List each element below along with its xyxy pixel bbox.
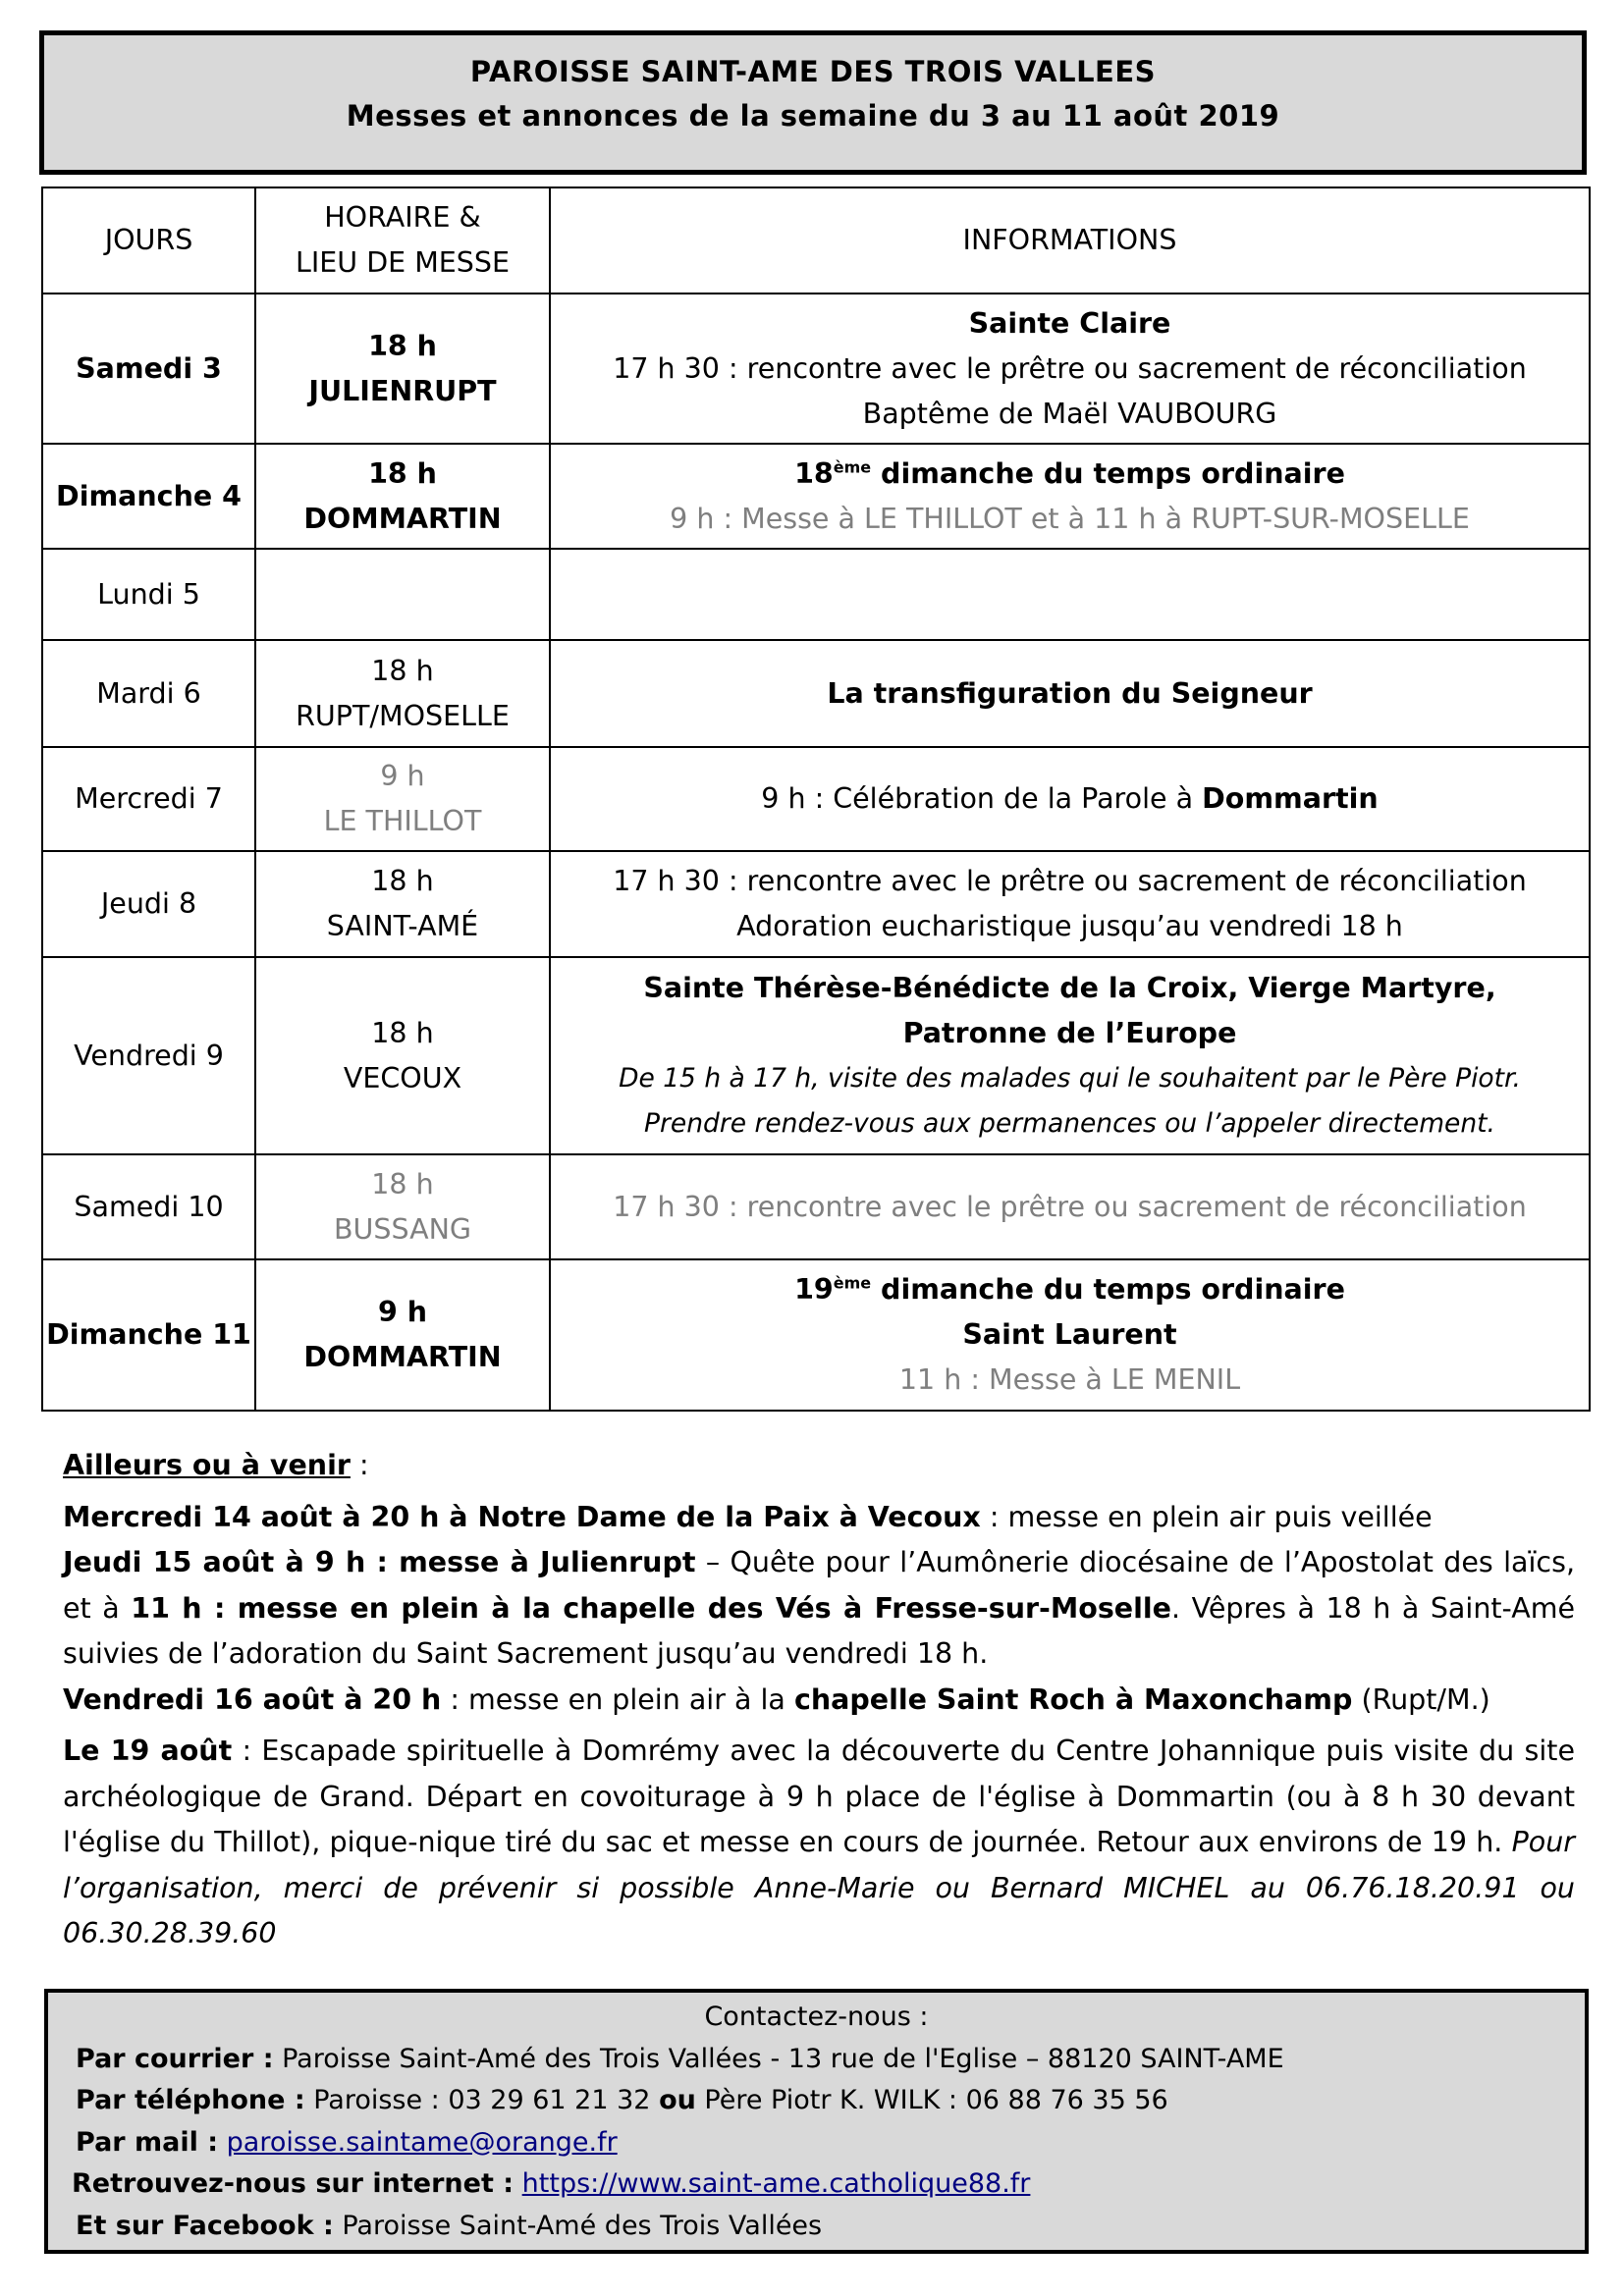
time-place-cell: 18 h DOMMARTIN xyxy=(255,444,550,549)
week-subtitle: Messes et annonces de la semaine du 3 au 11 août 2019 xyxy=(346,99,1280,133)
col-header-jours: JOURS xyxy=(42,187,255,294)
info-cell xyxy=(550,549,1590,640)
contact-facebook-row: Et sur Facebook : Paroisse Saint-Amé des Trois Vallées xyxy=(76,2210,823,2241)
day-cell: Dimanche 11 xyxy=(42,1259,255,1411)
mass-schedule-table xyxy=(41,187,1591,1412)
time-place-cell: 18 h VECOUX xyxy=(255,957,550,1154)
time-place-cell: 9 h DOMMARTIN xyxy=(255,1259,550,1411)
contact-title: Contactez-nous : xyxy=(704,2002,929,2032)
info-cell: 18ème dimanche du temps ordinaire 9 h : Messe à LE THILLOT et à 11 h à RUPT-SUR-MOSELLE xyxy=(550,444,1590,549)
day-cell: Vendredi 9 xyxy=(42,957,255,1154)
event-item: Mercredi 14 août à 20 h à Notre Dame de la Paix à Vecoux : messe en plein air puis veillée xyxy=(63,1500,1433,1533)
upcoming-heading: Ailleurs ou à venir : xyxy=(63,1449,369,1481)
info-cell: La transfiguration du Seigneur xyxy=(550,640,1590,747)
table-row xyxy=(42,444,1590,549)
table-row xyxy=(42,851,1590,957)
info-cell: 17 h 30 : rencontre avec le prêtre ou sacrement de réconciliation Adoration eucharistique jusqu’au vendredi 18 h xyxy=(550,851,1590,957)
contact-mail-row: Par courrier : Paroisse Saint-Amé des Trois Vallées - 13 rue de l'Eglise – 88120 SAINT-AME xyxy=(76,2043,1284,2074)
day-cell: Mardi 6 xyxy=(42,640,255,747)
day-cell: Dimanche 4 xyxy=(42,444,255,549)
table-row xyxy=(42,747,1590,851)
info-cell: 17 h 30 : rencontre avec le prêtre ou sacrement de réconciliation xyxy=(550,1154,1590,1259)
table-row xyxy=(42,1154,1590,1259)
day-cell: Samedi 10 xyxy=(42,1154,255,1259)
day-cell: Mercredi 7 xyxy=(42,747,255,851)
website-link[interactable]: https://www.saint-ame.catholique88.fr xyxy=(521,2168,1031,2199)
info-cell: 9 h : Célébration de la Parole à Dommartin xyxy=(550,747,1590,851)
table-row xyxy=(42,957,1590,1154)
contact-email-row: Par mail : paroisse.saintame@orange.fr xyxy=(76,2126,618,2158)
table-row xyxy=(42,549,1590,640)
parish-title: PAROISSE SAINT-AME DES TROIS VALLEES xyxy=(469,55,1157,88)
info-cell: Sainte Claire 17 h 30 : rencontre avec le prêtre ou sacrement de réconciliation Baptême de Maël VAUBOURG xyxy=(550,294,1590,444)
table-header-row xyxy=(42,187,1590,294)
day-cell: Jeudi 8 xyxy=(42,851,255,957)
info-cell: Sainte Thérèse-Bénédicte de la Croix, Vierge Martyre, Patronne de l’Europe De 15 h à 17 h, visite des malades qui le souhaitent par le Père Piotr. Prendre rendez-vous aux permanences ou l’appeler directement. xyxy=(550,957,1590,1154)
day-cell: Samedi 3 xyxy=(42,294,255,444)
info-cell: 19ème dimanche du temps ordinaire Saint Laurent 11 h : Messe à LE MENIL xyxy=(550,1259,1590,1411)
table-row xyxy=(42,294,1590,444)
contact-box xyxy=(44,1989,1589,2254)
event-item: Jeudi 15 août à 9 h : messe à Julienrupt – Quête pour l’Aumônerie diocésaine de l’Apostolat des laïcs, et à 11 h : messe en plein à la chapelle des Vés à Fresse-sur-Moselle. Vêpres à 18 h à Saint-Amé suivies de l’adoration du Saint Sacrement jusqu’au vendredi 18 h. xyxy=(63,1546,1576,1670)
page-header xyxy=(39,30,1587,175)
email-link[interactable]: paroisse.saintame@orange.fr xyxy=(226,2126,618,2158)
contact-web-row: Retrouvez-nous sur internet : https://www.saint-ame.catholique88.fr xyxy=(72,2168,1031,2199)
col-header-informations: INFORMATIONS xyxy=(550,187,1590,294)
table-row xyxy=(42,1259,1590,1411)
time-place-cell: 18 h RUPT/MOSELLE xyxy=(255,640,550,747)
time-place-cell: 18 h SAINT-AMÉ xyxy=(255,851,550,957)
table-row xyxy=(42,640,1590,747)
event-item: Vendredi 16 août à 20 h : messe en plein air à la chapelle Saint Roch à Maxonchamp (Rupt/M.) xyxy=(63,1682,1490,1716)
time-place-cell: 9 h LE THILLOT xyxy=(255,747,550,851)
time-place-cell: 18 h JULIENRUPT xyxy=(255,294,550,444)
contact-phone-row: Par téléphone : Paroisse : 03 29 61 21 32 ou Père Piotr K. WILK : 06 88 76 35 56 xyxy=(76,2085,1168,2115)
col-header-horaire: HORAIRE & LIEU DE MESSE xyxy=(255,187,550,294)
event-item: Le 19 août : Escapade spirituelle à Domrémy avec la découverte du Centre Johannique puis visite du site archéologique de Grand. Départ en covoiturage à 9 h place de l'église à Dommartin (ou à 8 h 30 devant l'église du Thillot), pique-nique tiré du sac et messe en cours de journée. Retour aux environs de 19 h. Pour l’organisation, merci de prévenir si possible Anne-Marie ou Bernard MICHEL au 06.76.18.20.91 ou 06.30.28.39.60 xyxy=(63,1735,1575,1949)
upcoming-events xyxy=(63,1443,1575,1957)
time-place-cell xyxy=(255,549,550,640)
day-cell: Lundi 5 xyxy=(42,549,255,640)
time-place-cell: 18 h BUSSANG xyxy=(255,1154,550,1259)
